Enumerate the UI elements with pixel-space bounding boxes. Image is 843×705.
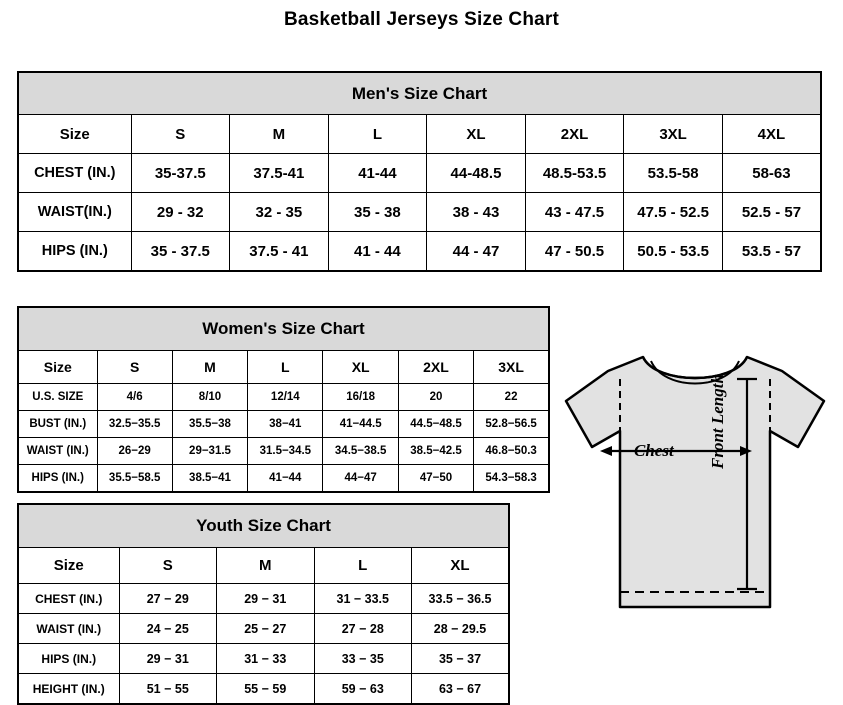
- table-cell: 29 − 31: [217, 584, 315, 614]
- table-cell: 44 - 47: [427, 232, 526, 272]
- table-cell: 29 − 31: [119, 644, 217, 674]
- table-cell: 8/10: [172, 384, 247, 411]
- table-cell: 38.5−41: [172, 465, 247, 493]
- table-cell: 29 - 32: [131, 193, 230, 232]
- table-cell: 31 − 33.5: [314, 584, 412, 614]
- table-cell: 52.8−56.5: [474, 411, 549, 438]
- row-header: HIPS (IN.): [18, 232, 131, 272]
- womens-chart-body: [18, 307, 549, 492]
- table-cell: 44.5−48.5: [398, 411, 473, 438]
- table-cell: 31 − 33: [217, 644, 315, 674]
- table-cell: 27 − 29: [119, 584, 217, 614]
- table-cell: 35 - 37.5: [131, 232, 230, 272]
- row-header: WAIST (IN.): [18, 438, 97, 465]
- table-cell: 58-63: [722, 154, 821, 193]
- column-header: XL: [427, 115, 526, 154]
- row-header: BUST (IN.): [18, 411, 97, 438]
- column-header: S: [131, 115, 230, 154]
- table-cell: 25 − 27: [217, 614, 315, 644]
- column-header: L: [328, 115, 427, 154]
- table-cell: 12/14: [248, 384, 323, 411]
- table-row: [18, 384, 549, 411]
- table-cell: 22: [474, 384, 549, 411]
- table-cell: 63 − 67: [412, 674, 510, 705]
- table-cell: 44-48.5: [427, 154, 526, 193]
- table-cell: 4/6: [97, 384, 172, 411]
- table-cell: 41-44: [328, 154, 427, 193]
- table-cell: 46.8−50.3: [474, 438, 549, 465]
- table-row: [18, 644, 509, 674]
- table-cell: 16/18: [323, 384, 398, 411]
- table-cell: 32 - 35: [230, 193, 329, 232]
- table-cell: 44−47: [323, 465, 398, 493]
- row-header: WAIST(IN.): [18, 193, 131, 232]
- column-header-size: Size: [18, 548, 119, 584]
- front-length-measure-label: Front Length: [708, 374, 727, 469]
- column-header: XL: [323, 351, 398, 384]
- row-header: HEIGHT (IN.): [18, 674, 119, 705]
- table-cell: 41 - 44: [328, 232, 427, 272]
- row-header: U.S. SIZE: [18, 384, 97, 411]
- table-cell: 41−44.5: [323, 411, 398, 438]
- mens-size-chart-table: [17, 71, 822, 272]
- column-header: S: [97, 351, 172, 384]
- table-cell: 35 - 38: [328, 193, 427, 232]
- row-header: CHEST (IN.): [18, 584, 119, 614]
- table-cell: 47−50: [398, 465, 473, 493]
- table-cell: 54.3−58.3: [474, 465, 549, 493]
- table-row: [18, 232, 821, 272]
- column-header: L: [314, 548, 412, 584]
- table-row: [18, 584, 509, 614]
- table-cell: 33 − 35: [314, 644, 412, 674]
- table-cell: 53.5 - 57: [722, 232, 821, 272]
- table-cell: 27 − 28: [314, 614, 412, 644]
- table-cell: 37.5-41: [230, 154, 329, 193]
- table-cell: 51 − 55: [119, 674, 217, 705]
- table-cell: 48.5-53.5: [525, 154, 624, 193]
- row-header: HIPS (IN.): [18, 465, 97, 493]
- table-cell: 35 − 37: [412, 644, 510, 674]
- chart-title: Women's Size Chart: [18, 307, 549, 351]
- column-header: 4XL: [722, 115, 821, 154]
- table-cell: 59 − 63: [314, 674, 412, 705]
- chart-title: Youth Size Chart: [18, 504, 509, 548]
- table-cell: 52.5 - 57: [722, 193, 821, 232]
- table-cell: 32.5−35.5: [97, 411, 172, 438]
- table-cell: 53.5-58: [624, 154, 723, 193]
- table-cell: 26−29: [97, 438, 172, 465]
- table-cell: 43 - 47.5: [525, 193, 624, 232]
- shirt-measurement-diagram: [548, 339, 838, 684]
- chest-measure-label: Chest: [634, 441, 674, 460]
- table-cell: 35-37.5: [131, 154, 230, 193]
- table-cell: 41−44: [248, 465, 323, 493]
- column-header: 2XL: [525, 115, 624, 154]
- column-header: M: [172, 351, 247, 384]
- column-header: M: [217, 548, 315, 584]
- table-cell: 47.5 - 52.5: [624, 193, 723, 232]
- column-header: 2XL: [398, 351, 473, 384]
- table-cell: 38 - 43: [427, 193, 526, 232]
- table-cell: 31.5−34.5: [248, 438, 323, 465]
- table-cell: 35.5−38: [172, 411, 247, 438]
- table-row: [18, 674, 509, 705]
- table-cell: 35.5−58.5: [97, 465, 172, 493]
- page-title: Basketball Jerseys Size Chart: [283, 9, 560, 30]
- row-header: CHEST (IN.): [18, 154, 131, 193]
- table-cell: 50.5 - 53.5: [624, 232, 723, 272]
- column-header: 3XL: [624, 115, 723, 154]
- womens-size-chart-table: [17, 306, 550, 493]
- youth-size-chart-table: [17, 503, 510, 705]
- table-cell: 47 - 50.5: [525, 232, 624, 272]
- table-row: [18, 438, 549, 465]
- tshirt-icon: [548, 339, 838, 684]
- table-cell: 37.5 - 41: [230, 232, 329, 272]
- table-cell: 29−31.5: [172, 438, 247, 465]
- table-row: [18, 465, 549, 493]
- column-header: M: [230, 115, 329, 154]
- table-cell: 55 − 59: [217, 674, 315, 705]
- youth-chart-body: [18, 504, 509, 704]
- table-cell: 33.5 − 36.5: [412, 584, 510, 614]
- column-header-size: Size: [18, 351, 97, 384]
- column-header-size: Size: [18, 115, 131, 154]
- column-header: 3XL: [474, 351, 549, 384]
- table-cell: 24 − 25: [119, 614, 217, 644]
- table-cell: 28 − 29.5: [412, 614, 510, 644]
- chart-title: Men's Size Chart: [18, 72, 821, 115]
- column-header: S: [119, 548, 217, 584]
- table-row: [18, 154, 821, 193]
- table-cell: 38.5−42.5: [398, 438, 473, 465]
- row-header: WAIST (IN.): [18, 614, 119, 644]
- mens-chart-body: [18, 72, 821, 271]
- table-row: [18, 193, 821, 232]
- table-row: [18, 614, 509, 644]
- column-header: L: [248, 351, 323, 384]
- table-cell: 20: [398, 384, 473, 411]
- table-cell: 34.5−38.5: [323, 438, 398, 465]
- row-header: HIPS (IN.): [18, 644, 119, 674]
- table-cell: 38−41: [248, 411, 323, 438]
- column-header: XL: [412, 548, 510, 584]
- table-row: [18, 411, 549, 438]
